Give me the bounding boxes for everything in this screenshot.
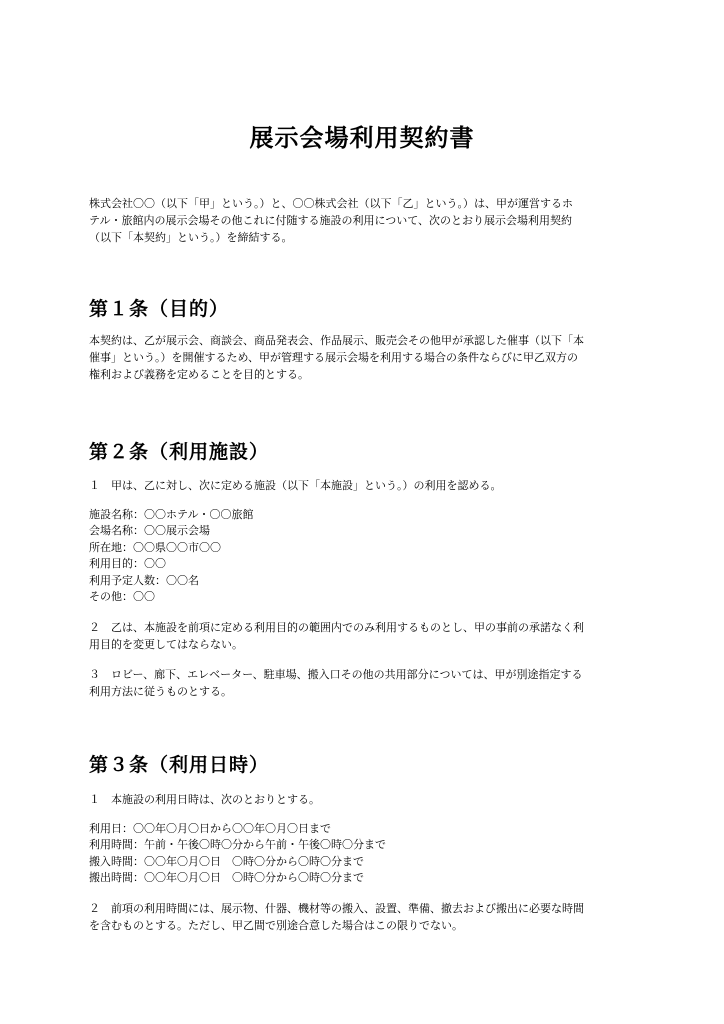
intro-paragraph	[89, 195, 649, 246]
article-2-item-2-line: ２ 乙は、本施設を前項に定める利用目的の範囲内でのみ利用するものとし、甲の事前の承諾なく利	[89, 621, 584, 634]
facility-list-item: 施設名称：〇〇ホテル・〇〇旅館	[89, 508, 254, 521]
schedule-list-item: 搬入時間：〇〇年〇月〇日 〇時〇分から〇時〇分まで	[89, 854, 364, 868]
article-1-line: 本契約は、乙が展示会、商談会、商品発表会、作品展示、販売会その他甲が承認した催事（以下「本	[89, 334, 584, 347]
article-2-item-2	[89, 619, 649, 653]
article-2-heading: 第２条（利用施設）	[89, 441, 270, 463]
article-3-item-2-line: を含むものとする。ただし、甲乙間で別途合意した場合はこの限りでない。	[89, 919, 463, 932]
article-2-item-3-line: 利用方法に従うものとする。	[89, 685, 232, 698]
article-3-item-2	[89, 900, 649, 934]
facility-list-item: 会場名称：〇〇展示会場	[89, 524, 210, 538]
article-3-item-1-line: １ 本施設の利用日時は、次のとおりとする。	[89, 793, 320, 806]
schedule-list-item: 利用時間：午前・午後〇時〇分から午前・午後〇時〇分まで	[89, 838, 386, 852]
schedule-list-item: 搬出時間：〇〇年〇月〇日 〇時〇分から〇時〇分まで	[89, 871, 364, 885]
article-1-body	[89, 332, 649, 383]
facility-list	[89, 507, 253, 605]
intro-line: テル・旅館内の展示会場その他これに付随する施設の利用について、次のとおり展示会場利用契約	[89, 214, 573, 227]
schedule-list	[89, 821, 386, 887]
article-2-item-2-line: 用目的を変更してはならない。	[89, 638, 243, 651]
facility-list-item: 利用目的：〇〇	[89, 557, 166, 571]
article-3-heading: 第３条（利用日時）	[89, 754, 270, 776]
document-title: 展示会場利用契約書	[249, 124, 475, 152]
article-1-heading: 第１条（目的）	[89, 298, 230, 320]
schedule-list-item: 利用日：〇〇年〇月〇日から〇〇年〇月〇日まで	[89, 822, 331, 835]
intro-line: （以下「本契約」という。）を締結する。	[89, 231, 293, 244]
facility-list-item: 所在地：〇〇県〇〇市〇〇	[89, 540, 221, 554]
article-2-item-1-line: １ 甲は、乙に対し、次に定める施設（以下「本施設」という。）の利用を認める。	[89, 479, 502, 492]
article-3-item-2-line: ２ 前項の利用時間には、展示物、什器、機材等の搬入、設置、準備、撤去および搬出に必要な時間	[89, 902, 584, 915]
intro-line: 株式会社〇〇（以下「甲」という。）と、〇〇株式会社（以下「乙」という。）は、甲が運営するホ	[89, 197, 573, 210]
article-1-line: 催事」という。）を開催するため、甲が管理する展示会場を利用する場合の条件ならびに甲乙双方の	[89, 351, 579, 364]
facility-list-item: 利用予定人数：〇〇名	[89, 573, 199, 587]
article-2-item-3	[89, 666, 649, 700]
facility-list-item: その他：〇〇	[89, 589, 155, 603]
article-1-line: 権利および義務を定めることを目的とする。	[89, 368, 309, 381]
article-2-item-1	[89, 477, 649, 494]
article-2-item-3-line: ３ ロビー、廊下、エレベーター、駐車場、搬入口その他の共用部分については、甲が別途指定する	[89, 668, 583, 681]
article-3-item-1	[89, 791, 649, 808]
